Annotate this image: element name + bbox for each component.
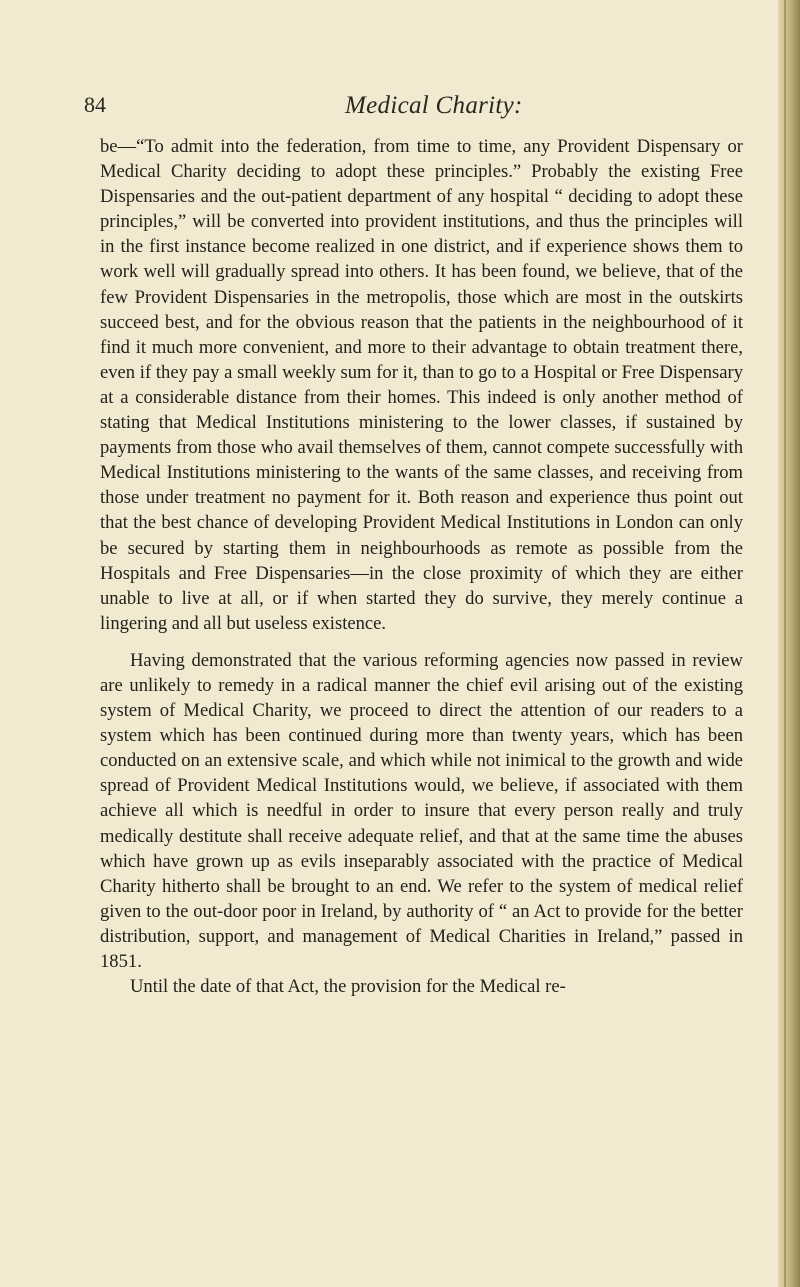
running-head — [0, 92, 800, 132]
running-title: Medical Charity: — [345, 92, 523, 119]
paragraph-continued: be—“To admit into the federation, from time to time, any Provident Dispensary or Medical Charity deciding to adopt these principles.” Probably the existing Free Dispensaries and the out-patient department of any hospital “ deciding to adopt these principles,” will be converted into provident institutions, and thus the principles will in the first instance become realized in one district, and if experience shows them to work well will gradually spread into others. It has been found, we believe, that of the few Provident Dispensaries in the metropolis, those which are most in the outskirts succeed best, and for the obvious reason that the patients in the neighbourhood of it find it much more convenient, and more to their advantage to obtain treatment there, even if they pay a small weekly sum for it, than to go to a Hospital or Free Dispensary at a considerable distance from their homes. This indeed is only another method of stating that Medical Institutions ministering to the lower classes, if sustained by payments from those who avail themselves of them, cannot compete successfully with Medical Institutions ministering to the wants of the same classes, and receiving from those under treatment no payment for it. Both reason and experience thus point out that the best chance of developing Provident Medical Institutions in London can only be secured by starting them in neighbourhoods as remote as possible from the Hospitals and Free Dispensaries—in the close proximity of which they are either unable to live at all, or if when started they do survive, they merely continue a lingering and all but useless existence. — [100, 136, 743, 634]
body-text — [100, 134, 743, 999]
paragraph-having-demonstrated: Having demonstrated that the various reforming agencies now passed in review are unlikely to remedy in a radical manner the chief evil arising out of the existing system of Medical Charity, we proceed to direct the attention of our readers to a system which has been continued during more than twenty years, which has been conducted on an extensive scale, and which while not inimical to the growth and wide spread of Provident Medical Institutions would, we believe, if associated with them achieve all which is needful in order to insure that every person really and truly medically destitute shall receive adequate relief, and that at the same time the abuses which have grown up as evils inseparably associated with the practice of Medical Charity hitherto shall be brought to an end. We refer to the system of medical relief given to the out-door poor in Ireland, by authority of “ an Act to provide for the better distribution, support, and management of Medical Charities in Ireland,” passed in 1851. — [100, 649, 743, 972]
page-edge — [778, 0, 800, 1287]
paragraph-until-the-date: Until the date of that Act, the provision for the Medical re- — [130, 976, 566, 998]
page-number: 84 — [84, 92, 106, 117]
